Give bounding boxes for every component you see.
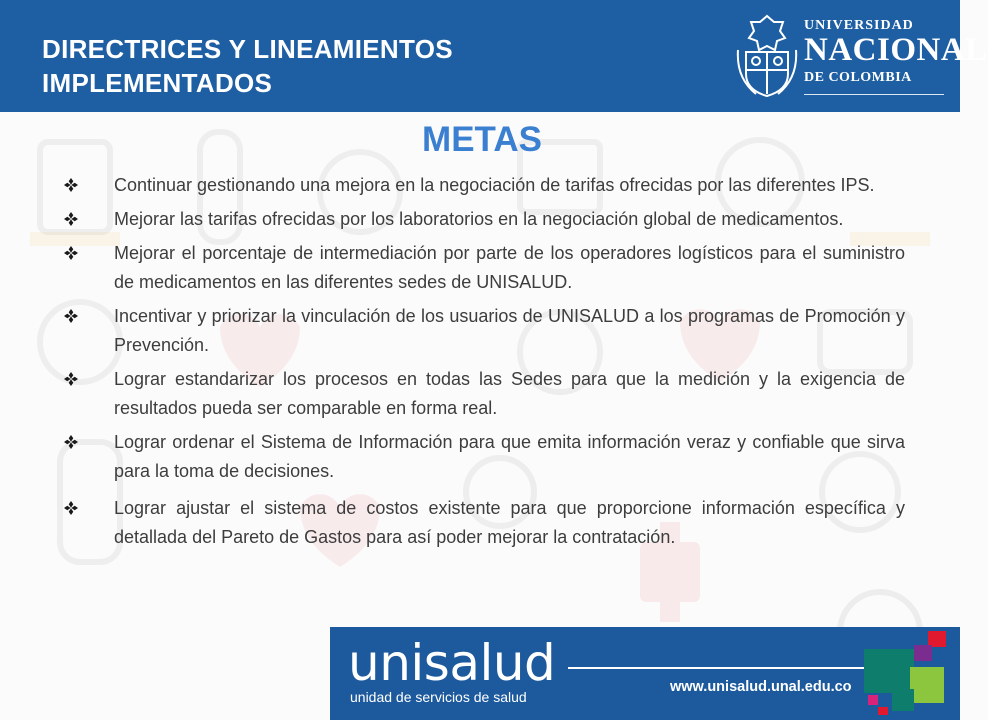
- goal-text: Lograr ajustar el sistema de costos existente para que proporcione información específica y detallada del Pareto de Gastos para así poder mejorar la contratación.: [114, 498, 905, 547]
- goal-text: Mejorar el porcentaje de intermediación por parte de los operadores logísticos para el suministro de medicamentos en las diferentes sedes de UNISALUD.: [114, 243, 905, 292]
- university-seal-icon: [734, 10, 800, 100]
- slide-title: [42, 32, 453, 100]
- website-url: www.unisalud.unal.edu.co: [670, 679, 852, 695]
- goal-item-3: [64, 239, 905, 297]
- goal-item-2: [64, 205, 905, 234]
- diamond-quad-icon: [64, 309, 78, 323]
- goals-list: [64, 171, 905, 557]
- section-title: METAS: [422, 120, 542, 159]
- university-name-line-3: DE COLOMBIA: [804, 70, 912, 85]
- goal-text: Continuar gestionando una mejora en la negociación de tarifas ofrecidas por las diferentes IPS.: [114, 175, 875, 195]
- goal-text: Lograr estandarizar los procesos en todas las Sedes para que la medición y la exigencia de resultados pueda ser comparable en forma real.: [114, 369, 905, 418]
- slide-title-line-1: DIRECTRICES Y LINEAMIENTOS: [42, 34, 453, 64]
- diamond-quad-icon: [64, 246, 78, 260]
- goal-item-6: [64, 428, 905, 486]
- unisalud-tagline: unidad de servicios de salud: [350, 689, 527, 705]
- slide-header: [0, 0, 988, 112]
- slide-title-line-2: IMPLEMENTADOS: [42, 68, 273, 98]
- brand-color-blocks-icon: [858, 627, 960, 720]
- goal-item-1: [64, 171, 905, 200]
- goal-text: Lograr ordenar el Sistema de Información para que emita información veraz y confiable que sirva para la toma de decisiones.: [114, 432, 905, 481]
- universidad-nacional-logo: [734, 8, 988, 104]
- diamond-quad-icon: [64, 178, 78, 192]
- university-name-line-1: UNIVERSIDAD: [804, 18, 914, 33]
- diamond-quad-icon: [64, 501, 78, 515]
- diamond-quad-icon: [64, 212, 78, 226]
- diamond-quad-icon: [64, 435, 78, 449]
- unisalud-banner: [330, 627, 960, 720]
- goal-text: Mejorar las tarifas ofrecidas por los laboratorios en la negociación global de medicamentos.: [114, 209, 844, 229]
- diamond-quad-icon: [64, 372, 78, 386]
- goal-item-7: [64, 494, 905, 552]
- unisalud-logo: unisalud: [348, 634, 556, 692]
- logo-divider: [804, 94, 944, 95]
- banner-divider: [568, 667, 868, 669]
- goal-item-4: [64, 302, 905, 360]
- university-name-line-2: NACIONAL: [804, 32, 988, 68]
- goal-item-5: [64, 365, 905, 423]
- goal-text: Incentivar y priorizar la vinculación de los usuarios de UNISALUD a los programas de Promoción y Prevención.: [114, 306, 905, 355]
